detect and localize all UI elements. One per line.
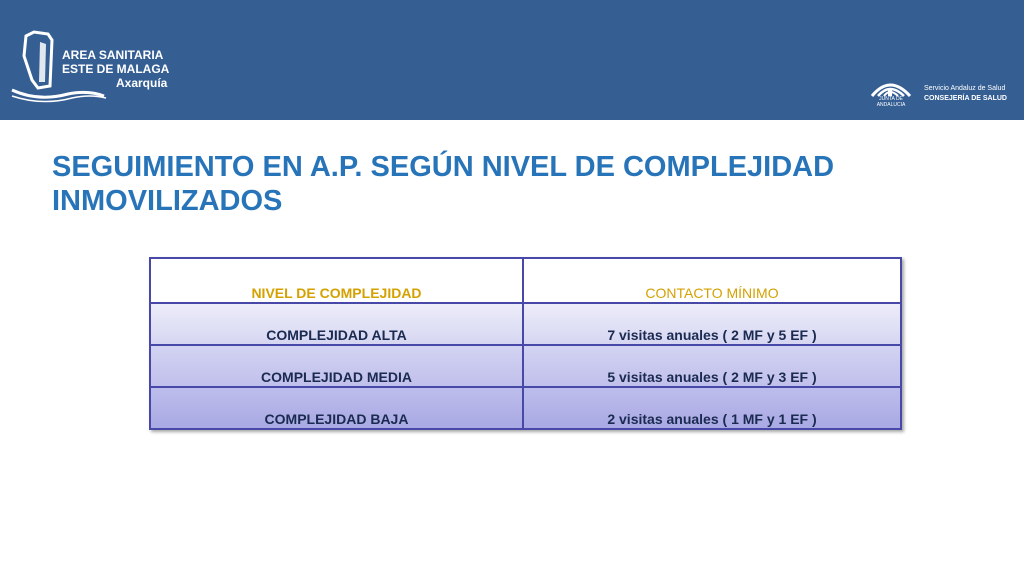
page-title xyxy=(52,150,992,218)
title-line-2: INMOVILIZADOS xyxy=(52,185,283,217)
header-nivel: NIVEL DE COMPLEJIDAD xyxy=(150,258,523,303)
cell-contacto: 7 visitas anuales ( 2 MF y 5 EF ) xyxy=(523,303,901,345)
table-row xyxy=(150,345,901,387)
area-line-1: AREA SANITARIA xyxy=(62,48,164,62)
table-row xyxy=(150,387,901,429)
cell-nivel: COMPLEJIDAD BAJA xyxy=(150,387,523,429)
area-line-3: Axarquía xyxy=(116,76,168,90)
header-bar xyxy=(0,0,1024,120)
cell-contacto: 5 visitas anuales ( 2 MF y 3 EF ) xyxy=(523,345,901,387)
title-line-1: SEGUIMIENTO EN A.P. SEGÚN NIVEL DE COMPLEJIDAD xyxy=(52,151,835,183)
sas-line-2: CONSEJERÍA DE SALUD xyxy=(924,95,1007,102)
cell-nivel: COMPLEJIDAD ALTA xyxy=(150,303,523,345)
sas-label xyxy=(924,84,1007,104)
table-row xyxy=(150,303,901,345)
table-header-row xyxy=(150,258,901,303)
cell-nivel: COMPLEJIDAD MEDIA xyxy=(150,345,523,387)
area-sanitaria-label xyxy=(62,48,169,90)
area-line-2: ESTE DE MALAGA xyxy=(62,62,170,76)
header-contacto: CONTACTO MÍNIMO xyxy=(523,258,901,303)
cell-contacto: 2 visitas anuales ( 1 MF y 1 EF ) xyxy=(523,387,901,429)
sas-line-1: Servicio Andaluz de Salud xyxy=(924,85,1006,92)
complexity-table xyxy=(149,257,902,430)
junta-andalucia-label: JUNTA DE ANDALUCIA xyxy=(876,96,906,108)
